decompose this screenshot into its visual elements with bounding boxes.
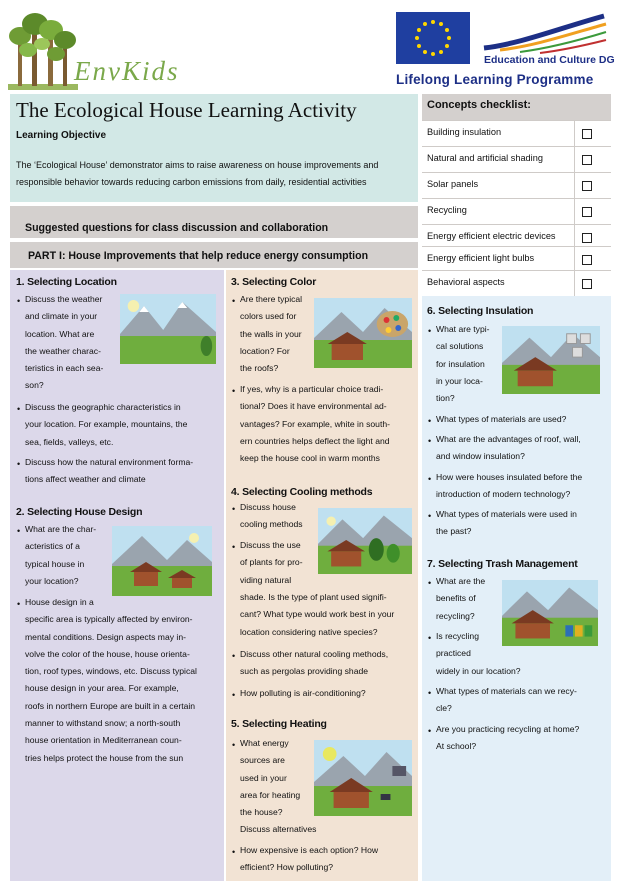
bullet: • [428,578,432,588]
section-title-color: 3. Selecting Color [231,276,317,288]
text-line: in your loca- [436,375,483,386]
bullet: • [17,404,21,414]
text-line: and climate in your [25,311,98,322]
trash-text-4 [436,721,579,756]
checklist-row [422,246,611,272]
text-line: What types of materials were used in [436,509,577,519]
questions-heading: Suggested questions for class discussion and collaboration [25,222,329,234]
text-line: widely in our location? [436,665,521,676]
bullet: • [232,690,236,700]
text-line: tries helps protect the house from the sun [25,752,184,763]
text-line: mental conditions. Design aspects may in- [25,631,186,642]
bullet: • [428,511,432,521]
text-line: recycling? [436,610,475,621]
cooling-text-4 [240,646,388,681]
bullet: • [428,633,432,643]
text-line: tion? [436,393,455,404]
bullet: • [232,542,236,552]
text-line: manner to withstand snow; a north-south [25,718,181,729]
text-line: efficient? How polluting? [240,862,333,873]
color-illustration [314,298,412,368]
design-text-1 [25,521,96,590]
checklist-label: Recycling [427,205,467,215]
color-text-1 [240,291,302,377]
text-line: House design in a [25,597,94,607]
education-culture-swoosh-icon [480,10,608,54]
text-line: used in your [240,772,287,783]
checklist-label: Behavioral aspects [427,277,505,287]
heating-text-2 [240,842,378,877]
text-line: What types of materials can we recy- [436,686,577,696]
checklist-row [422,120,611,146]
bullet: • [17,459,21,469]
lifelong-learning-label: Lifelong Learning Programme [396,72,594,87]
text-line: What energy [240,738,289,748]
heating-text-1 [240,735,316,839]
text-line: What are typi- [436,324,490,334]
text-line: the past? [436,526,472,537]
text-line: Discuss how the natural environment forma- [25,457,194,467]
learning-objective-line: The ‘Ecological House’ demonstrator aims to raise awareness on house improvements and [16,160,379,170]
checkbox[interactable] [582,255,592,265]
text-line: the weather charac- [25,345,101,356]
checklist-row [422,172,611,198]
learning-objective-label: Learning Objective [16,130,107,141]
checklist-row [422,270,611,296]
checkbox[interactable] [582,207,592,217]
text-line: the walls in your [240,328,302,339]
color-text-2 [240,381,390,467]
text-line: Are there typical [240,294,303,304]
text-line: house orientation in Mediterranean coun- [25,735,182,746]
education-culture-label: Education and Culture DG [484,54,615,66]
text-line: such as pergolas providing shade [240,666,369,677]
location-text-2 [25,399,187,451]
trash-text-3 [436,683,577,718]
bullet: • [428,688,432,698]
text-line: Discuss the weather [25,294,103,304]
bullet: • [428,436,432,446]
bullet: • [232,504,236,514]
text-line: cal solutions [436,341,484,352]
text-line: colors used for [240,311,297,322]
insulation-text-1 [436,321,490,407]
text-line: benefits of [436,593,476,604]
text-line: your location. For example, mountains, the [25,419,188,430]
text-line: roofs in northern Europe are built in a certain [25,700,196,711]
location-text-3 [25,454,193,489]
heating-illustration [314,740,412,816]
insulation-text-2 [436,411,566,428]
text-line: the roofs? [240,363,279,374]
checklist-title: Concepts checklist: [427,99,531,111]
text-line: and window insulation? [436,451,525,462]
text-line: location considering native species? [240,626,378,637]
section-title-location: 1. Selecting Location [16,276,117,288]
eu-flag-icon [396,12,470,64]
text-line: How were houses insulated before the [436,472,583,482]
house-design-illustration [112,526,212,596]
text-line: If yes, why is a particular choice tradi- [240,384,384,394]
checklist-label: Natural and artificial shading [427,153,543,163]
text-line: What types of materials are used? [436,414,567,424]
text-line: teristics in each sea- [25,363,104,374]
cooling-illustration [318,508,412,574]
checkbox[interactable] [582,129,592,139]
text-line: location. What are [25,328,95,339]
text-line: tional? Does it have environmental ad- [240,401,387,412]
text-line: cooling methods [240,519,303,530]
bullet: • [17,599,21,609]
text-line: son? [25,380,44,391]
checklist-label: Energy efficient light bulbs [427,253,535,263]
checkbox[interactable] [582,181,592,191]
checklist-row [422,198,611,224]
checklist-label: Building insulation [427,127,502,137]
section-title-insulation: 6. Selecting Insulation [427,305,534,317]
checkbox[interactable] [582,155,592,165]
trash-text-2 [436,628,521,680]
text-line: typical house in [25,558,85,569]
text-line: sea, fields, valleys, etc. [25,436,114,447]
text-line: your location? [25,575,79,586]
bullet: • [428,416,432,426]
text-line: specific area is typically affected by environ- [25,614,193,625]
insulation-text-3 [436,431,581,466]
checklist-divider [574,120,575,296]
checklist-row [422,146,611,172]
checkbox[interactable] [582,279,592,289]
section-title-trash: 7. Selecting Trash Management [427,558,578,570]
checklist-label: Solar panels [427,179,479,189]
text-line: location? For [240,345,290,356]
text-line: Discuss house [240,502,296,512]
text-line: the house? [240,807,283,818]
design-text-2 [25,594,197,767]
bullet: • [232,651,236,661]
envkids-logo-text: EnvKids [74,56,180,86]
location-text-1 [25,291,103,395]
bullet: • [232,296,236,306]
page-title: The Ecological House Learning Activity [16,98,357,122]
section-title-cooling: 4. Selecting Cooling methods [231,486,373,498]
text-line: introduction of modern technology? [436,489,571,500]
insulation-illustration [502,326,600,394]
text-line: cant? What type would work best in your [240,609,395,620]
cooling-text-1 [240,499,303,534]
text-line: Is recycling [436,631,479,641]
text-line: keep the house cool in warm months [240,453,380,464]
text-line: What are the char- [25,524,97,534]
text-line: What are the [436,576,486,586]
text-line: What are the advantages of roof, wall, [436,434,581,444]
cooling-text-2 [240,537,303,589]
text-line: tions affect weather and climate [25,474,146,485]
text-line: area for heating [240,789,301,800]
text-line: Discuss the geographic characteristics in [25,402,181,412]
insulation-text-5 [436,506,577,541]
text-line: acteristics of a [25,541,80,552]
bullet: • [428,326,432,336]
text-line: Discuss alternatives [240,824,317,835]
text-line: sources are [240,755,285,766]
text-line: How expensive is each option? How [240,845,379,855]
section-title-design: 2. Selecting House Design [16,506,143,518]
cooling-text-5 [240,685,366,702]
learning-objective-text [16,157,416,191]
envkids-trees-logo [8,8,78,90]
bullet: • [428,726,432,736]
part1-heading: PART I: House Improvements that help reduce energy consumption [28,250,369,262]
text-line: volve the color of the house, house orienta- [25,648,190,659]
text-line: Discuss the use [240,540,301,550]
text-line: practiced [436,648,471,659]
location-illustration [120,294,216,364]
insulation-text-4 [436,469,582,504]
text-line: vantages? For example, white in south- [240,418,390,429]
text-line: tion, roof types, windows, etc. Discuss typical [25,666,197,677]
text-line: house design in your area. For example, [25,683,179,694]
bullet: • [428,474,432,484]
text-line: of plants for pro- [240,557,303,568]
text-line: At school? [436,741,477,752]
bullet: • [17,526,21,536]
bullet: • [232,847,236,857]
text-line: cle? [436,703,452,714]
bullet: • [17,296,21,306]
text-line: shade. Is the type of plant used signifi- [240,592,387,602]
bullet: • [232,386,236,396]
text-line: Discuss other natural cooling methods, [240,649,389,659]
text-line: How polluting is air-conditioning? [240,688,366,698]
checkbox[interactable] [582,233,592,243]
text-line: Are you practicing recycling at home? [436,724,580,734]
learning-objective-line: responsible behavior towards reducing carbon emissions from daily, residential activities [16,177,367,187]
text-line: viding natural [240,574,292,585]
bullet: • [232,740,236,750]
text-line: ern countries helps deflect the light and [240,435,390,446]
text-line: for insulation [436,358,485,369]
checklist-label: Energy efficient electric devices [427,231,556,241]
trash-text-1 [436,573,485,625]
cooling-text-3 [240,589,394,641]
section-title-heating: 5. Selecting Heating [231,718,327,730]
